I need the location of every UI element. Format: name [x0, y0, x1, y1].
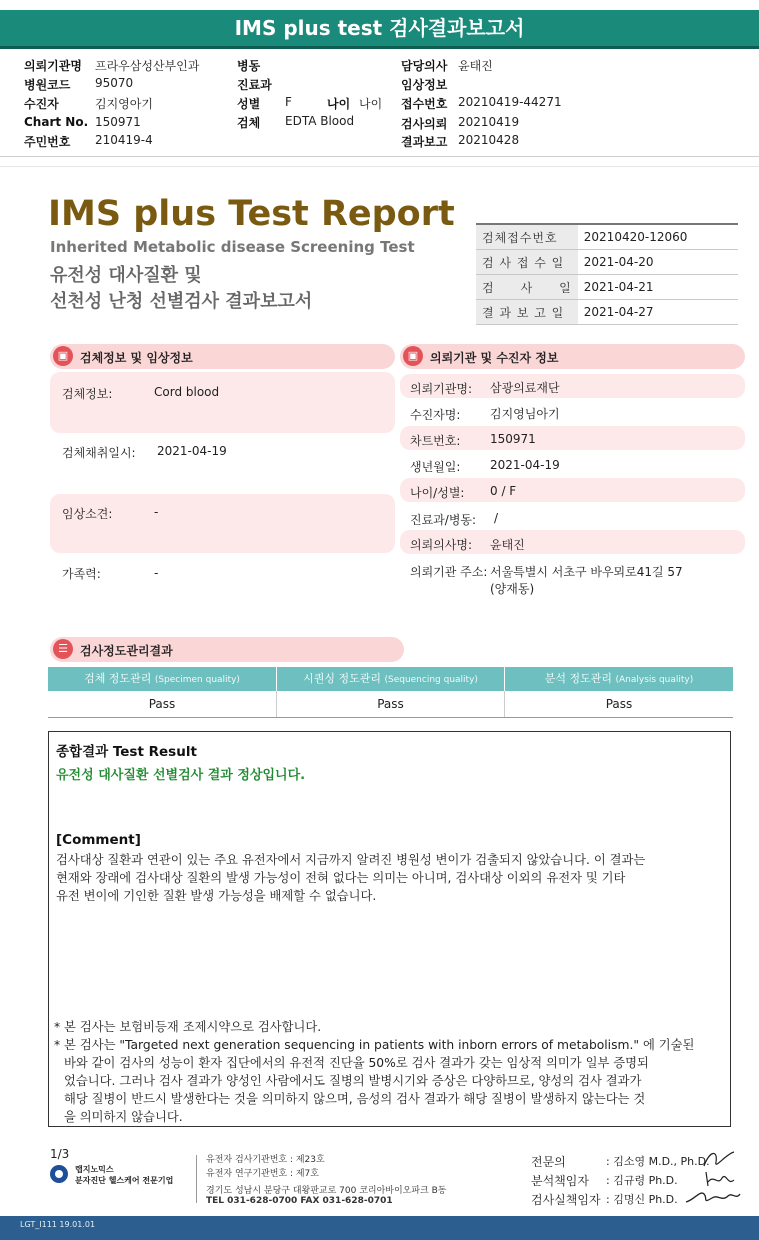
signature-mark: [684, 1186, 742, 1208]
report-dates-table: [476, 223, 738, 325]
field-label: 나이/성별:: [410, 486, 465, 500]
signer-name: : 김소영 M.D., Ph.D.: [606, 1155, 710, 1168]
lock-icon: ▣: [53, 346, 73, 366]
field-value: 2021-04-19: [157, 444, 227, 458]
field-value: 2021-04-19: [490, 458, 560, 472]
signer-name: : 김명신 Ph.D.: [606, 1193, 678, 1206]
quality-column-header: [277, 667, 504, 691]
date-value: 20210420-12060: [578, 224, 738, 250]
meta-value: 20210428: [458, 133, 520, 147]
comment-line: 유전 변이에 기인한 질환 발생 가능성을 배제할 수 없습니다.: [56, 889, 377, 903]
table-row: [476, 250, 738, 275]
field-value: 150971: [490, 432, 536, 446]
report-title: IMS plus Test Report: [48, 194, 455, 234]
lock-icon: ▣: [403, 346, 423, 366]
field-value: 0 / F: [490, 484, 517, 498]
meta-label: 결과보고: [401, 135, 448, 149]
quality-column-label: 시퀀싱 정도관리: [303, 672, 381, 685]
result-summary: 유전성 대사질환 선별검사 결과 정상입니다.: [56, 768, 306, 783]
field-value: 김지영님아기: [490, 407, 560, 421]
date-value: 2021-04-27: [578, 300, 738, 325]
footer-line: 유전자 검사기관번호 : 제23호: [206, 1155, 325, 1165]
quality-value: Pass: [277, 691, 505, 717]
meta-label: 임상정보: [401, 78, 448, 92]
signer-role: 검사실책임자: [531, 1193, 601, 1207]
signer-role: 분석책임자: [531, 1174, 589, 1188]
quality-value: Pass: [48, 691, 277, 717]
quality-column-header: [505, 667, 733, 691]
meta-label: 담당의사: [401, 59, 448, 73]
signer-name: : 김규령 Ph.D.: [606, 1174, 678, 1187]
bottom-bar: [0, 1216, 759, 1240]
report-subtitle-en: Inherited Metabolic disease Screening Test: [50, 238, 415, 256]
table-row: [476, 275, 738, 300]
meta-label: 성별: [237, 97, 261, 111]
divider: [196, 1155, 197, 1203]
meta-label: 의뢰기관명: [24, 59, 82, 73]
clipboard-icon: ☰: [53, 639, 73, 659]
field-label: 차트번호:: [410, 434, 461, 448]
meta-label: Chart No.: [24, 115, 89, 129]
field-label: 검체채취일시:: [62, 446, 136, 460]
meta-value: F: [285, 95, 292, 109]
meta-value: 95070: [95, 76, 134, 90]
section-title: 의뢰기관 및 수진자 정보: [430, 351, 559, 365]
divider: [0, 166, 759, 167]
comment-text: [56, 851, 724, 905]
meta-value: 김지영아기: [95, 97, 153, 111]
banner-title: IMS plus test 검사결과보고서: [234, 16, 525, 40]
footer-line: TEL 031-628-0700 FAX 031-628-0701: [206, 1196, 393, 1206]
footer-line: 경기도 성남시 분당구 대왕판교로 700 코리아바이오파크 B동: [206, 1186, 447, 1196]
comment-heading: [Comment]: [56, 832, 141, 848]
report-subtitle-ko: 선천성 난청 선별검사 결과보고서: [50, 291, 313, 312]
date-value: 2021-04-20: [578, 250, 738, 275]
date-label: 결 과 보 고 일: [476, 300, 578, 325]
quality-value: Pass: [605, 697, 633, 711]
field-value: 서울특별시 서초구 바우뫼로41길 57: [490, 565, 683, 579]
meta-value: 20210419: [458, 115, 520, 129]
meta-value: 150971: [95, 115, 141, 129]
date-label: 검 사 일: [476, 275, 578, 300]
field-value: -: [154, 505, 159, 519]
section-title: 검사정도관리결과: [80, 644, 173, 658]
meta-value: EDTA Blood: [285, 114, 355, 128]
field-label: 임상소견:: [62, 507, 113, 521]
meta-label: 주민번호: [24, 135, 71, 149]
note-block: [54, 1036, 726, 1126]
row-background: [50, 372, 395, 433]
meta-label: 수진자: [24, 97, 59, 111]
meta-value: 프라우삼성산부인과: [95, 59, 200, 73]
meta-label: 병동: [237, 59, 261, 73]
quality-column-sub: (Analysis quality): [615, 675, 694, 685]
note-line: 바와 같이 검사의 성능이 환자 집단에서의 유전적 진단율 50%로 검사 결과가 갖는 임상적 의미가 일부 증명되: [64, 1056, 649, 1070]
meta-label: 진료과: [237, 78, 272, 92]
table-row: [476, 224, 738, 250]
note: * 본 검사는 보험비등재 조제시약으로 검사합니다.: [54, 1020, 322, 1034]
field-value: 윤태진: [490, 538, 525, 552]
result-heading: 종합결과 Test Result: [56, 744, 197, 760]
field-label: 의뢰의사명:: [410, 538, 473, 552]
logo-text: 분자진단 헬스케어 전문기업: [75, 1176, 174, 1185]
page-number: 1/3: [50, 1147, 70, 1161]
field-value: Cord blood: [154, 385, 220, 399]
table-row: [476, 300, 738, 325]
field-label: 가족력:: [62, 567, 101, 581]
footer-line: 유전자 연구기관번호 : 제7호: [206, 1169, 319, 1179]
field-value: /: [494, 511, 499, 525]
field-label: 검체정보:: [62, 387, 113, 401]
field-label: 수진자명:: [410, 408, 461, 422]
field-label: 의뢰기관 주소:: [410, 565, 488, 579]
meta-value: 나이: [359, 97, 383, 111]
report-subtitle-ko: 유전성 대사질환 및: [50, 265, 202, 286]
date-label: 검 사 접 수 일: [476, 250, 578, 275]
field-label: 생년월일:: [410, 460, 461, 474]
meta-label: 병원코드: [24, 78, 71, 92]
quality-column-header: [48, 667, 276, 691]
field-value: (양재동): [490, 582, 535, 596]
meta-label: 나이: [327, 97, 351, 111]
comment-line: 현재와 장래에 검사대상 질환의 발생 가능성이 전혀 없다는 의미는 아니며, 검사대상 이외의 유전자 및 기타: [56, 871, 626, 885]
quality-column-sub: (Specimen quality): [154, 675, 240, 685]
meta-value: 윤태진: [458, 59, 493, 73]
divider: [0, 156, 759, 157]
date-value: 2021-04-21: [578, 275, 738, 300]
note-line: 었습니다. 그러나 검사 결과가 양성인 사람에서도 질병의 발병시기와 증상은 다양하므로, 양성의 검사 결과가: [64, 1074, 642, 1088]
field-label: 진료과/병동:: [410, 513, 477, 527]
quality-column-label: 분석 정도관리: [544, 672, 612, 685]
quality-column-sub: (Sequencing quality): [384, 675, 478, 685]
company-logo-icon: [50, 1165, 68, 1183]
date-label: 검체접수번호: [476, 224, 578, 250]
divider: [48, 717, 733, 718]
form-code: LGT_I111 19.01.01: [20, 1220, 96, 1229]
signer-role: 전문의: [531, 1155, 566, 1169]
field-value: 삼광의료재단: [490, 381, 560, 395]
field-value: -: [154, 566, 159, 580]
row-background: [50, 494, 395, 553]
meta-label: 접수번호: [401, 97, 448, 111]
field-label: 의뢰기관명:: [410, 382, 473, 396]
meta-label: 검체: [237, 116, 261, 130]
meta-value: 210419-4: [95, 133, 153, 147]
note-line: 해당 질병이 반드시 발생한다는 것을 의미하지 않으며, 음성의 검사 결과가 해당 질병이 발생하지 않는다는 것: [64, 1092, 646, 1106]
note-line: 을 의미하지 않습니다.: [64, 1110, 183, 1124]
section-title: 검체정보 및 임상정보: [80, 351, 193, 365]
comment-line: 검사대상 질환과 연관이 있는 주요 유전자에서 지금까지 알려진 병원성 변이가 검출되지 않았습니다. 이 결과는: [56, 853, 646, 867]
quality-column-label: 검체 정도관리: [84, 672, 152, 685]
meta-label: 검사의뢰: [401, 117, 448, 131]
meta-value: 20210419-44271: [458, 95, 562, 109]
logo-text: 랩지노믹스: [75, 1165, 114, 1174]
note-line: * 본 검사는 "Targeted next generation sequencing in patients with inborn errors of metabolism." 에 기술된: [54, 1038, 695, 1052]
